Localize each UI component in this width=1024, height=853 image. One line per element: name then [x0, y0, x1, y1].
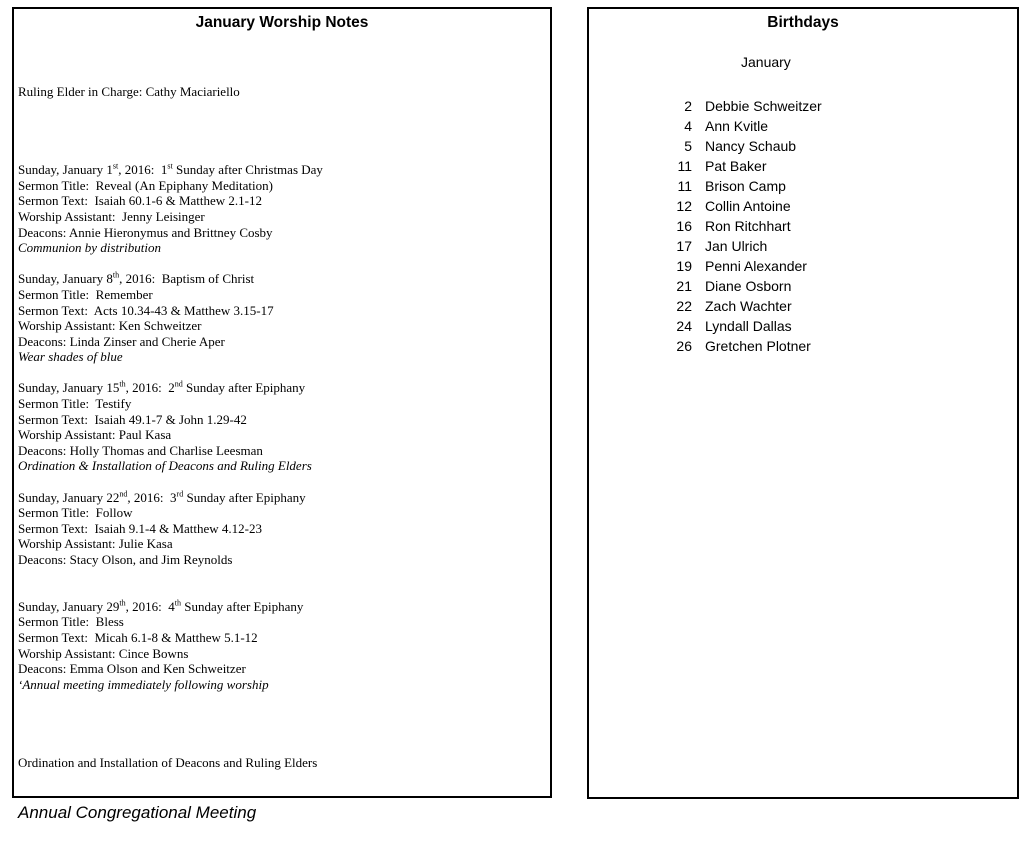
section-line: Deacons: Stacy Olson, and Jim Reynolds: [18, 552, 233, 567]
birthday-name: Nancy Schaub: [705, 138, 797, 154]
section-line: Worship Assistant: Ken Schweitzer: [18, 318, 202, 334]
birthday-row: [589, 216, 1017, 236]
worship-section: [18, 490, 542, 568]
birthday-name: Brison Camp: [705, 178, 786, 194]
section-line: Worship Assistant: Cince Bowns: [18, 645, 189, 661]
section-line: Sermon Text: Isaiah 9.1-4 & Matthew 4.12-23: [18, 520, 263, 536]
birthday-day: 22: [676, 298, 692, 314]
section-italic-note: ‘Annual meeting immediately following worship: [18, 676, 269, 692]
birthday-name: Pat Baker: [705, 158, 767, 174]
birthday-name: Penni Alexander: [705, 258, 807, 274]
birthday-row: [589, 196, 1017, 216]
section-line: Sermon Text: Isaiah 49.1-7 & John 1.29-42: [18, 411, 247, 427]
birthday-day: 16: [676, 218, 692, 234]
section-line: Sermon Title: Reveal (An Epiphany Meditation): [18, 177, 273, 193]
birthday-day: 17: [676, 238, 692, 254]
birthday-name: Lyndall Dallas: [705, 318, 792, 334]
birthday-name: Diane Osborn: [705, 278, 792, 294]
birthday-name: Ann Kvitle: [705, 118, 769, 134]
birthday-row: [589, 96, 1017, 116]
section-line: Sermon Text: Acts 10.34-43 & Matthew 3.15-17: [18, 302, 274, 318]
section-italic-note: Wear shades of blue: [18, 349, 123, 365]
birthday-list: [589, 96, 1017, 356]
section-line: Sermon Title: Bless: [18, 614, 124, 630]
worship-notes-title: January Worship Notes: [195, 14, 369, 31]
birthday-row: [589, 116, 1017, 136]
birthday-name: Ron Ritchhart: [705, 218, 791, 234]
section-date-heading: Sunday, January 22nd, 2016: 3rd Sunday after Epiphany: [18, 489, 306, 505]
section-line: Sermon Text: Micah 6.1-8 & Matthew 5.1-12: [18, 629, 258, 645]
worship-section: [18, 271, 542, 365]
birthdays-page: [587, 7, 1019, 799]
section-italic-note: Ordination & Installation of Deacons and Ruling Elders: [18, 458, 312, 474]
birthday-name: Zach Wachter: [705, 298, 792, 314]
section-line: Worship Assistant: Jenny Leisinger: [18, 208, 205, 224]
birthday-row: [589, 296, 1017, 316]
section-line: Deacons: Annie Hieronymus and Brittney Cosby: [18, 224, 273, 240]
birthday-name: Jan Ulrich: [705, 238, 768, 254]
birthday-row: [589, 316, 1017, 336]
birthday-name: Gretchen Plotner: [705, 338, 811, 354]
birthday-row: [589, 256, 1017, 276]
birthday-day: 21: [676, 278, 692, 294]
section-line: Sermon Title: Follow: [18, 505, 133, 521]
section-line: Sermon Text: Isaiah 60.1-6 & Matthew 2.1-12: [18, 193, 263, 209]
footer-annual-meeting: Annual Congregational Meeting: [18, 802, 257, 822]
birthday-row: [589, 336, 1017, 356]
section-date-heading: Sunday, January 1st, 2016: 1st Sunday after Christmas Day: [18, 161, 323, 178]
birthday-day: 11: [677, 158, 692, 174]
worship-body: [18, 53, 542, 853]
birthday-row: [589, 236, 1017, 256]
section-date-heading: Sunday, January 8th, 2016: Baptism of Christ: [18, 270, 255, 287]
worship-notes-page: [12, 7, 552, 822]
birthday-row: [589, 136, 1017, 156]
birthdays-title: Birthdays: [767, 14, 839, 31]
birthday-day: 19: [676, 258, 692, 274]
birthday-day: 26: [676, 338, 692, 354]
birthdays-month-label: January: [741, 54, 791, 70]
birthday-day: 11: [677, 178, 692, 194]
birthday-day: 2: [684, 98, 692, 114]
worship-section: [18, 380, 542, 474]
worship-sections: [18, 162, 542, 692]
footer-ordination-line: Ordination and Installation of Deacons and Ruling Elders: [18, 754, 318, 770]
section-line: Worship Assistant: Julie Kasa: [18, 536, 173, 552]
section-line: Deacons: Emma Olson and Ken Schweitzer: [18, 661, 246, 677]
birthday-day: 24: [676, 318, 692, 334]
birthday-row: [589, 276, 1017, 296]
birthday-name: Collin Antoine: [705, 198, 791, 214]
section-line: Deacons: Holly Thomas and Charlise Leesman: [18, 442, 263, 458]
section-italic-note: Communion by distribution: [18, 240, 162, 256]
section-line: Worship Assistant: Paul Kasa: [18, 427, 172, 443]
ruling-elder-line: Ruling Elder in Charge: Cathy Maciariello: [18, 84, 240, 100]
section-line: Deacons: Linda Zinser and Cherie Aper: [18, 333, 225, 349]
worship-section: [18, 599, 542, 693]
section-line: Sermon Title: Testify: [18, 396, 132, 412]
section-date-heading: Sunday, January 15th, 2016: 2nd Sunday after Epiphany: [18, 380, 306, 396]
birthday-day: 12: [676, 198, 692, 214]
birthday-name: Debbie Schweitzer: [705, 98, 822, 114]
worship-section: [18, 162, 542, 256]
birthday-day: 5: [684, 138, 692, 154]
birthday-row: [589, 176, 1017, 196]
birthday-row: [589, 156, 1017, 176]
section-date-heading: Sunday, January 29th, 2016: 4th Sunday after Epiphany: [18, 598, 304, 614]
section-line: Sermon Title: Remember: [18, 286, 153, 302]
birthday-day: 4: [684, 118, 692, 134]
